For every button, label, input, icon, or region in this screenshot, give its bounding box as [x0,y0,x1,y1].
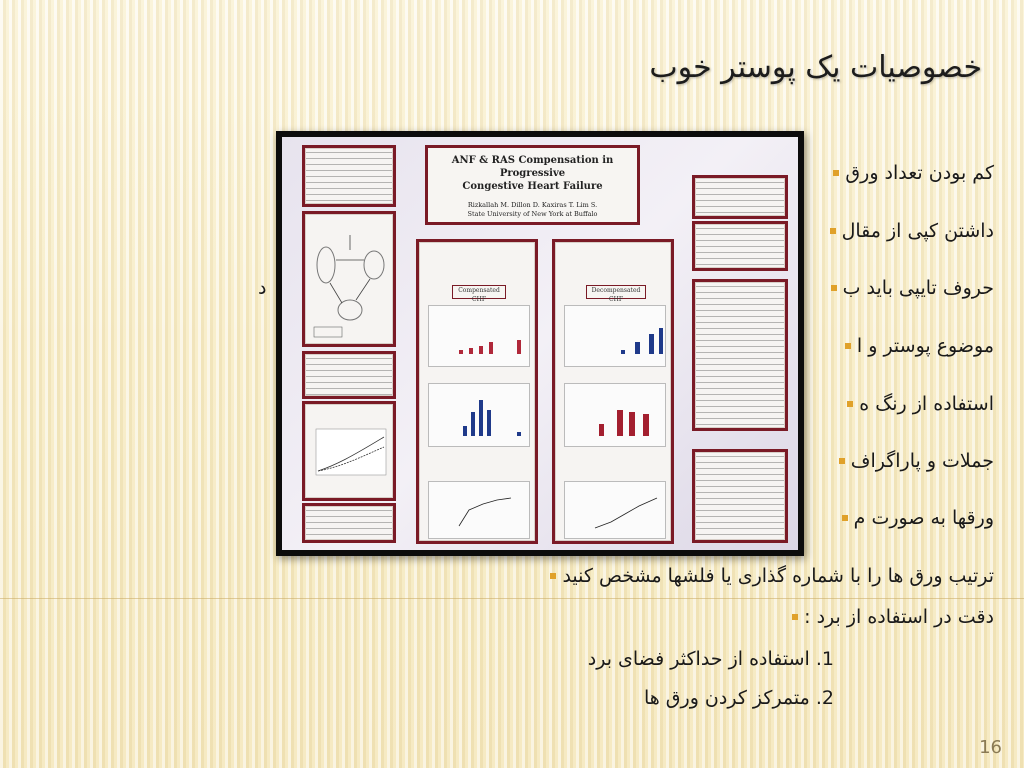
square-bullet-icon [830,228,836,234]
poster-column-compensated [416,239,538,544]
bar-chart-thumbnail [428,383,530,447]
heart-diagram-icon [306,215,394,345]
slide-divider [0,598,1024,599]
bullet-text: داشتن کپی از مقال [841,220,994,242]
bullet-item [847,393,994,415]
square-bullet-icon [833,170,839,176]
poster-authors: Rizkallah M. Dillon D. Kaxiras T. Lim S. [467,201,598,209]
poster-board [282,137,798,550]
poster-institution: State University of New York at Buffalo [467,210,598,218]
bar-chart-thumbnail [564,305,666,367]
bar-chart-thumbnail [428,305,530,367]
bullet-item [839,450,994,472]
square-bullet-icon [792,614,798,620]
numbered-item: 1. استفاده از حداکثر فضای برد [587,648,834,670]
poster-panel-introduction [302,145,396,207]
poster-panel-diagram [302,211,396,347]
poster-panel-methods-2 [692,221,788,271]
poster-title-line2: Congestive Heart Failure [462,181,603,192]
poster-title-box [425,145,640,225]
bullet-item [792,606,994,628]
poster-column-decompensated [552,239,674,544]
poster-panel-notes [302,503,396,543]
square-bullet-icon [550,573,556,579]
bullet-text: حروف تایپی باید ب [842,277,994,299]
square-bullet-icon [831,285,837,291]
line-graph-icon [306,405,394,499]
line-chart-thumbnail [428,481,530,539]
chip-compensated: Compensated CHF [452,285,506,299]
bullet-text: دقت در استفاده از برد : [804,606,994,628]
bullet-text: جملات و پاراگراف [850,450,994,472]
chip-decompensated: Decompensated CHF [586,285,646,299]
bullet-text: کم بودن تعداد ورق [845,162,994,184]
poster-panel-methods [692,175,788,219]
bullet-item [830,220,994,242]
square-bullet-icon [847,401,853,407]
poster-panel-bibliography [692,449,788,543]
poster-panel-chart [302,401,396,501]
square-bullet-icon [839,458,845,464]
poster-photo [276,131,804,556]
slide-title: خصوصیات یک پوستر خوب [649,50,982,85]
bullet-text: استفاده از رنگ ه [859,393,994,415]
line-chart-thumbnail [564,481,666,539]
slide-number: 16 [979,737,1002,758]
bullet-item [842,507,994,529]
square-bullet-icon [842,515,848,521]
poster-panel-results [302,351,396,399]
bullet-overflow-fragment: د [258,277,267,299]
bullet-item [550,565,994,587]
bullet-item [833,162,994,184]
bullet-item [845,335,994,357]
bullet-text: ورقها به صورت م [853,507,994,529]
square-bullet-icon [845,343,851,349]
bar-chart-thumbnail [564,383,666,447]
bullet-text: ترتیب ورق ها را با شماره گذاری یا فلشها مشخص کنید [562,565,994,587]
numbered-item: 2. متمرکز کردن ورق ها [643,687,834,709]
bullet-item [831,277,994,299]
poster-panel-conclusions [692,279,788,431]
poster-title-line1: ANF & RAS Compensation in Progressive [451,155,614,179]
bullet-text: موضوع پوستر و ا [856,335,994,357]
